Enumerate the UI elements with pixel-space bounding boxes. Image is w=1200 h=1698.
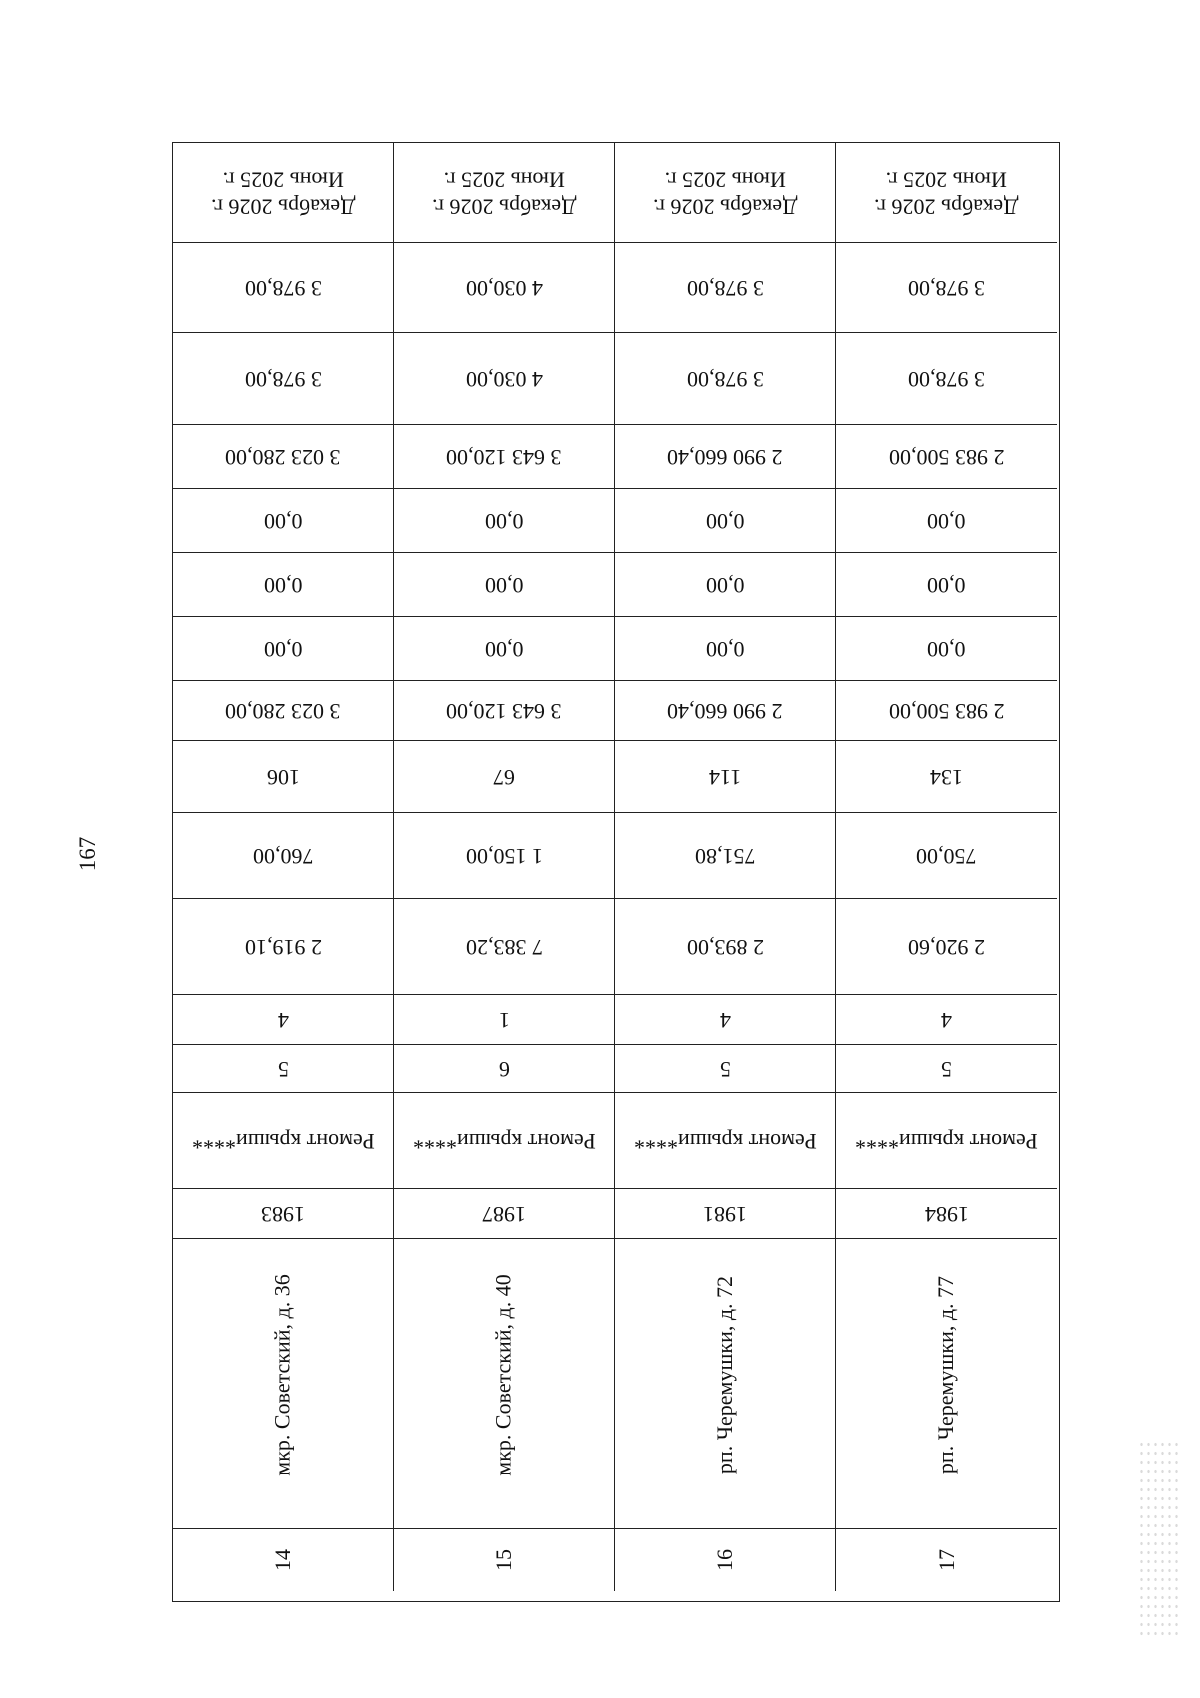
value-cell [173,741,394,813]
row-number-cell [836,1529,1057,1591]
fund-support: 0,00 [705,636,745,662]
value-cell [173,553,394,617]
value-cell [615,489,836,553]
period-cell [173,143,394,243]
floors-count: 5 [277,1056,289,1082]
address: рп. Черемушки, д. 72 [712,1275,737,1475]
owners-funds: 3 023 280,00 [225,444,341,470]
row-number: 15 [491,1549,516,1571]
fund-support: 0,00 [263,636,303,662]
work-type: Ремонт крыши**** [855,1128,1038,1154]
unit-cost-limit: 3 978,00 [244,275,322,301]
address-cell [394,1239,615,1529]
build-year: 1983 [261,1201,305,1227]
value-cell [615,425,836,489]
value-cell [615,617,836,681]
fund-support: 0,00 [484,636,524,662]
residents-count: 114 [708,764,742,790]
value-cell [836,813,1057,899]
value-cell [173,995,394,1045]
value-cell [615,899,836,995]
address: рп. Черемушки, д. 77 [933,1275,959,1475]
work-type-cell [615,1093,836,1189]
value-cell [394,899,615,995]
value-cell [173,425,394,489]
value-cell [836,617,1057,681]
value-cell [173,617,394,681]
value-cell [173,899,394,995]
unit-cost-limit: 4 030,00 [465,275,543,301]
value-cell [836,333,1057,425]
entrances-count: 4 [719,1007,731,1033]
work-type-cell [836,1093,1057,1189]
building-area: 2 920,60 [908,934,985,960]
value-cell [394,425,615,489]
value-cell [836,741,1057,813]
total-cost: 3 643 120,00 [446,698,562,724]
floors-count: 5 [719,1056,731,1082]
regional-budget: 0,00 [927,572,966,598]
year-cell [615,1189,836,1239]
residents-count: 106 [266,764,300,790]
build-year: 1987 [482,1201,526,1227]
value-cell [615,243,836,333]
value-cell [836,489,1057,553]
roof-area: 750,00 [916,843,977,869]
address-cell [615,1239,836,1529]
total-cost: 2 983 500,00 [888,698,1005,724]
value-cell [173,681,394,741]
value-cell [173,1045,394,1093]
period-end: Декабрь 2026 г. [652,194,798,220]
roof-area: 751,80 [694,843,756,869]
period-cell [615,143,836,243]
unit-cost-limit: 3 978,00 [686,275,764,301]
address: мкр. Советский, д. 36 [269,1274,295,1476]
value-cell [836,899,1057,995]
row-number: 17 [933,1549,959,1571]
address-cell [173,1239,394,1529]
local-budget: 0,00 [484,508,524,534]
value-cell [394,813,615,899]
value-cell [173,243,394,333]
total-cost: 2 990 660,40 [667,698,783,724]
unit-cost: 3 978,00 [686,366,764,392]
value-cell [836,1045,1057,1093]
value-cell [394,1045,615,1093]
entrances-count: 4 [941,1007,952,1033]
owners-funds: 2 990 660,40 [667,444,783,470]
period-start: Июнь 2025 г. [664,167,786,193]
value-cell [615,553,836,617]
value-cell [615,333,836,425]
period-start: Июнь 2025 г. [885,167,1008,193]
work-type: Ремонт крыши**** [633,1128,817,1154]
value-cell [173,333,394,425]
year-cell [394,1189,615,1239]
entrances-count: 4 [277,1007,289,1033]
address: мкр. Советский, д. 40 [490,1274,516,1476]
value-cell [394,995,615,1045]
year-cell [173,1189,394,1239]
entrances-count: 1 [498,1007,510,1033]
floors-count: 5 [941,1056,952,1082]
work-type: Ремонт крыши**** [412,1128,596,1154]
value-cell [615,1045,836,1093]
total-cost: 3 023 280,00 [225,698,341,724]
local-budget: 0,00 [927,508,966,534]
roof-area: 760,00 [252,843,314,869]
row-number-cell [173,1529,394,1591]
work-type-cell [173,1093,394,1189]
build-year: 1984 [924,1201,969,1227]
work-type: Ремонт крыши**** [191,1128,375,1154]
work-type-cell [394,1093,615,1189]
value-cell [173,489,394,553]
page-number: 167 [75,836,100,872]
scan-artifact [1138,1440,1182,1640]
build-year: 1981 [703,1201,747,1227]
value-cell [173,813,394,899]
value-cell [615,813,836,899]
local-budget: 0,00 [705,508,745,534]
unit-cost: 4 030,00 [465,366,543,392]
local-budget: 0,00 [263,508,303,534]
value-cell [394,243,615,333]
period-start: Июнь 2025 г. [222,167,344,193]
residents-count: 67 [493,764,515,790]
value-cell [836,553,1057,617]
value-cell [615,741,836,813]
repair-schedule-table [172,142,1060,1602]
owners-funds: 3 643 120,00 [446,444,562,470]
value-cell [394,489,615,553]
value-cell [394,333,615,425]
value-cell [836,243,1057,333]
building-area: 2 919,10 [244,934,322,960]
row-number-cell [615,1529,836,1591]
unit-cost-limit: 3 978,00 [908,275,985,301]
roof-area: 1 150,00 [465,843,543,869]
period-end: Декабрь 2026 г. [874,194,1019,220]
building-area: 7 383,20 [465,934,543,960]
regional-budget: 0,00 [484,572,524,598]
value-cell [836,995,1057,1045]
unit-cost: 3 978,00 [244,366,322,392]
year-cell [836,1189,1057,1239]
value-cell [836,425,1057,489]
value-cell [615,681,836,741]
value-cell [394,617,615,681]
address-cell [836,1239,1057,1529]
value-cell [394,681,615,741]
fund-support: 0,00 [927,636,966,662]
owners-funds: 2 983 500,00 [888,444,1005,470]
value-cell [394,741,615,813]
value-cell [615,995,836,1045]
period-end: Декабрь 2026 г. [431,194,577,220]
value-cell [836,681,1057,741]
row-number: 16 [712,1549,737,1571]
period-start: Июнь 2025 г. [443,167,565,193]
floors-count: 6 [498,1056,510,1082]
period-cell [836,143,1057,243]
unit-cost: 3 978,00 [908,366,985,392]
value-cell [394,553,615,617]
row-number: 14 [270,1549,295,1571]
residents-count: 134 [930,764,963,790]
period-end: Декабрь 2026 г. [210,194,356,220]
row-number-cell [394,1529,615,1591]
period-cell [394,143,615,243]
building-area: 2 893,00 [686,934,764,960]
regional-budget: 0,00 [705,572,745,598]
regional-budget: 0,00 [263,572,303,598]
